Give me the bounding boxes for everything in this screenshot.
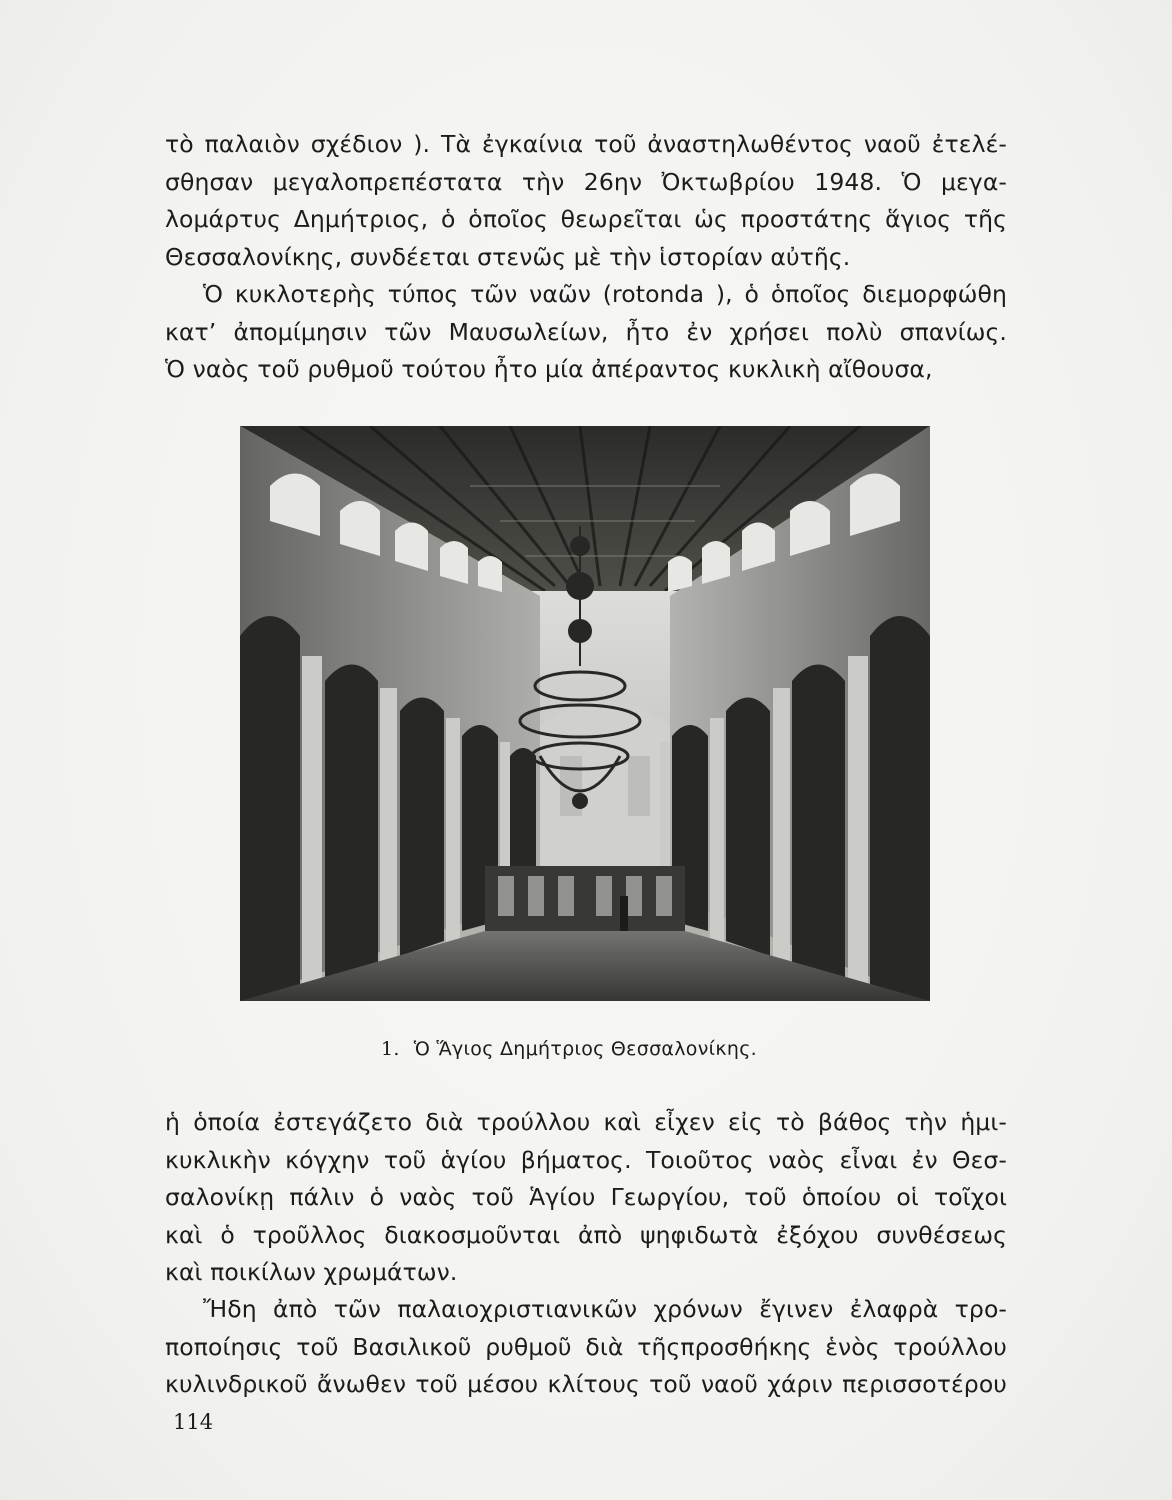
text-line: σαλονίκῃ πάλιν ὁ ναὸς τοῦ Ἁγίου Γεωργίου, τοῦ ὁποίου οἱ τοῖχοι (165, 1183, 1007, 1211)
text-line: Ὁ ναὸς τοῦ ρυθμοῦ τούτου ἦτο μία ἀπέραντος κυκλικὴ αἴθουσα, (165, 355, 933, 383)
page-number: 114 (173, 1410, 214, 1434)
text-line: Θεσσαλονίκης, συνδέεται στενῶς μὲ τὴν ἱστορίαν αὐτῆς. (165, 242, 851, 271)
text-line: Ἤδη ἀπὸ τῶν παλαιοχριστιανικῶν χρόνων ἔγινεν ἐλαφρὰ τρο- (203, 1295, 1007, 1323)
text-line: τὸ παλαιὸν σχέδιον ). Τὰ ἐγκαίνια τοῦ ἀναστηλωθέντος ναοῦ ἐτελέ- (165, 130, 1007, 158)
paragraph-2 (165, 276, 1007, 389)
paragraph-3 (165, 1104, 1007, 1292)
paragraph-4 (165, 1291, 1007, 1404)
paragraph-1 (165, 126, 1007, 276)
basilica-nave-illustration (240, 426, 930, 1001)
text-line: ἡ ὁποία ἐστεγάζετο διὰ τρούλλου καὶ εἶχεν εἰς τὸ βάθος τὴν ἡμι- (165, 1108, 1007, 1136)
figure-caption-text: Ὁ Ἅγιος Δημήτριος Θεσσαλονίκης. (413, 1038, 757, 1060)
figure-caption (381, 1038, 757, 1060)
text-line: καὶ ὁ τροῦλλος διακοσμοῦνται ἀπὸ ψηφιδωτὰ ἐξόχου συνθέσεως (165, 1220, 1007, 1249)
text-line: κυκλικὴν κόγχην τοῦ ἁγίου βήματος. Τοιοῦτος ναὸς εἶναι ἐν Θεσ- (165, 1145, 1007, 1174)
text-line: κυλινδρικοῦ ἄνωθεν τοῦ μέσου κλίτους τοῦ ναοῦ χάριν περισσοτέρου (165, 1370, 1007, 1398)
text-line: κατ’ ἀπομίμησιν τῶν Μαυσωλείων, ἦτο ἐν χρήσει πολὺ σπανίως. (165, 317, 1007, 346)
figure-number: 1. (381, 1038, 400, 1060)
text-line: καὶ ποικίλων χρωμάτων. (165, 1258, 458, 1286)
church-interior-photo (240, 426, 930, 1001)
text-line: σθησαν μεγαλοπρεπέστατα τὴν 26ην Ὀκτωβρίου 1948. Ὁ μεγα- (165, 167, 1007, 196)
text-line: λομάρτυς Δημήτριος, ὁ ὁποῖος θεωρεῖται ὡς προστάτης ἅγιος τῆς (165, 205, 1007, 233)
text-line: ποποίησις τοῦ Βασιλικοῦ ρυθμοῦ διὰ τῆςπροσθήκης ἑνὸς τρούλλου (165, 1332, 1007, 1361)
text-line: Ὁ κυκλοτερὴς τύπος τῶν ναῶν (rotonda ), ὁ ὁποῖος διεμορφώθη (203, 280, 1007, 308)
